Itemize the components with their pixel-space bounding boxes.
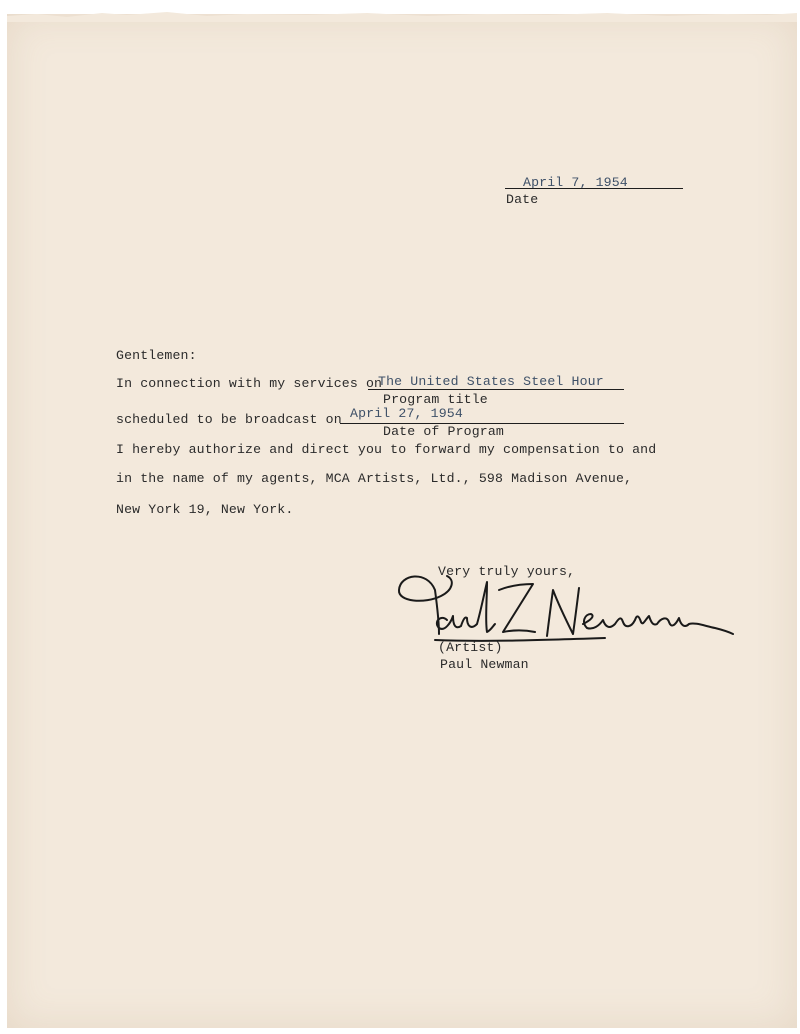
artist-caption: (Artist) [438, 640, 503, 655]
program-date-caption: Date of Program [383, 424, 504, 439]
letter-date: April 7, 1954 [523, 175, 628, 190]
handwritten-signature [395, 560, 745, 650]
body-line-3: I hereby authorize and direct you to forward my compensation to and [116, 442, 657, 457]
torn-edge [7, 8, 797, 22]
date-caption: Date [506, 192, 539, 207]
program-title-rule [368, 389, 624, 390]
program-date-value: April 27, 1954 [350, 406, 463, 421]
typed-name: Paul Newman [440, 657, 529, 672]
program-title-value: The United States Steel Hour [378, 374, 604, 389]
date-rule [505, 188, 683, 189]
letter-paper [7, 14, 797, 1028]
body-line-4: in the name of my agents, MCA Artists, Ltd., 598 Madison Avenue, [116, 471, 633, 486]
program-title-caption: Program title [383, 392, 488, 407]
body-line-5: New York 19, New York. [116, 502, 294, 517]
valediction: Very truly yours, [438, 564, 576, 579]
body-line-1-lead: In connection with my services on [116, 376, 383, 391]
salutation: Gentlemen: [116, 348, 197, 363]
body-line-2-lead: scheduled to be broadcast on [116, 412, 342, 427]
